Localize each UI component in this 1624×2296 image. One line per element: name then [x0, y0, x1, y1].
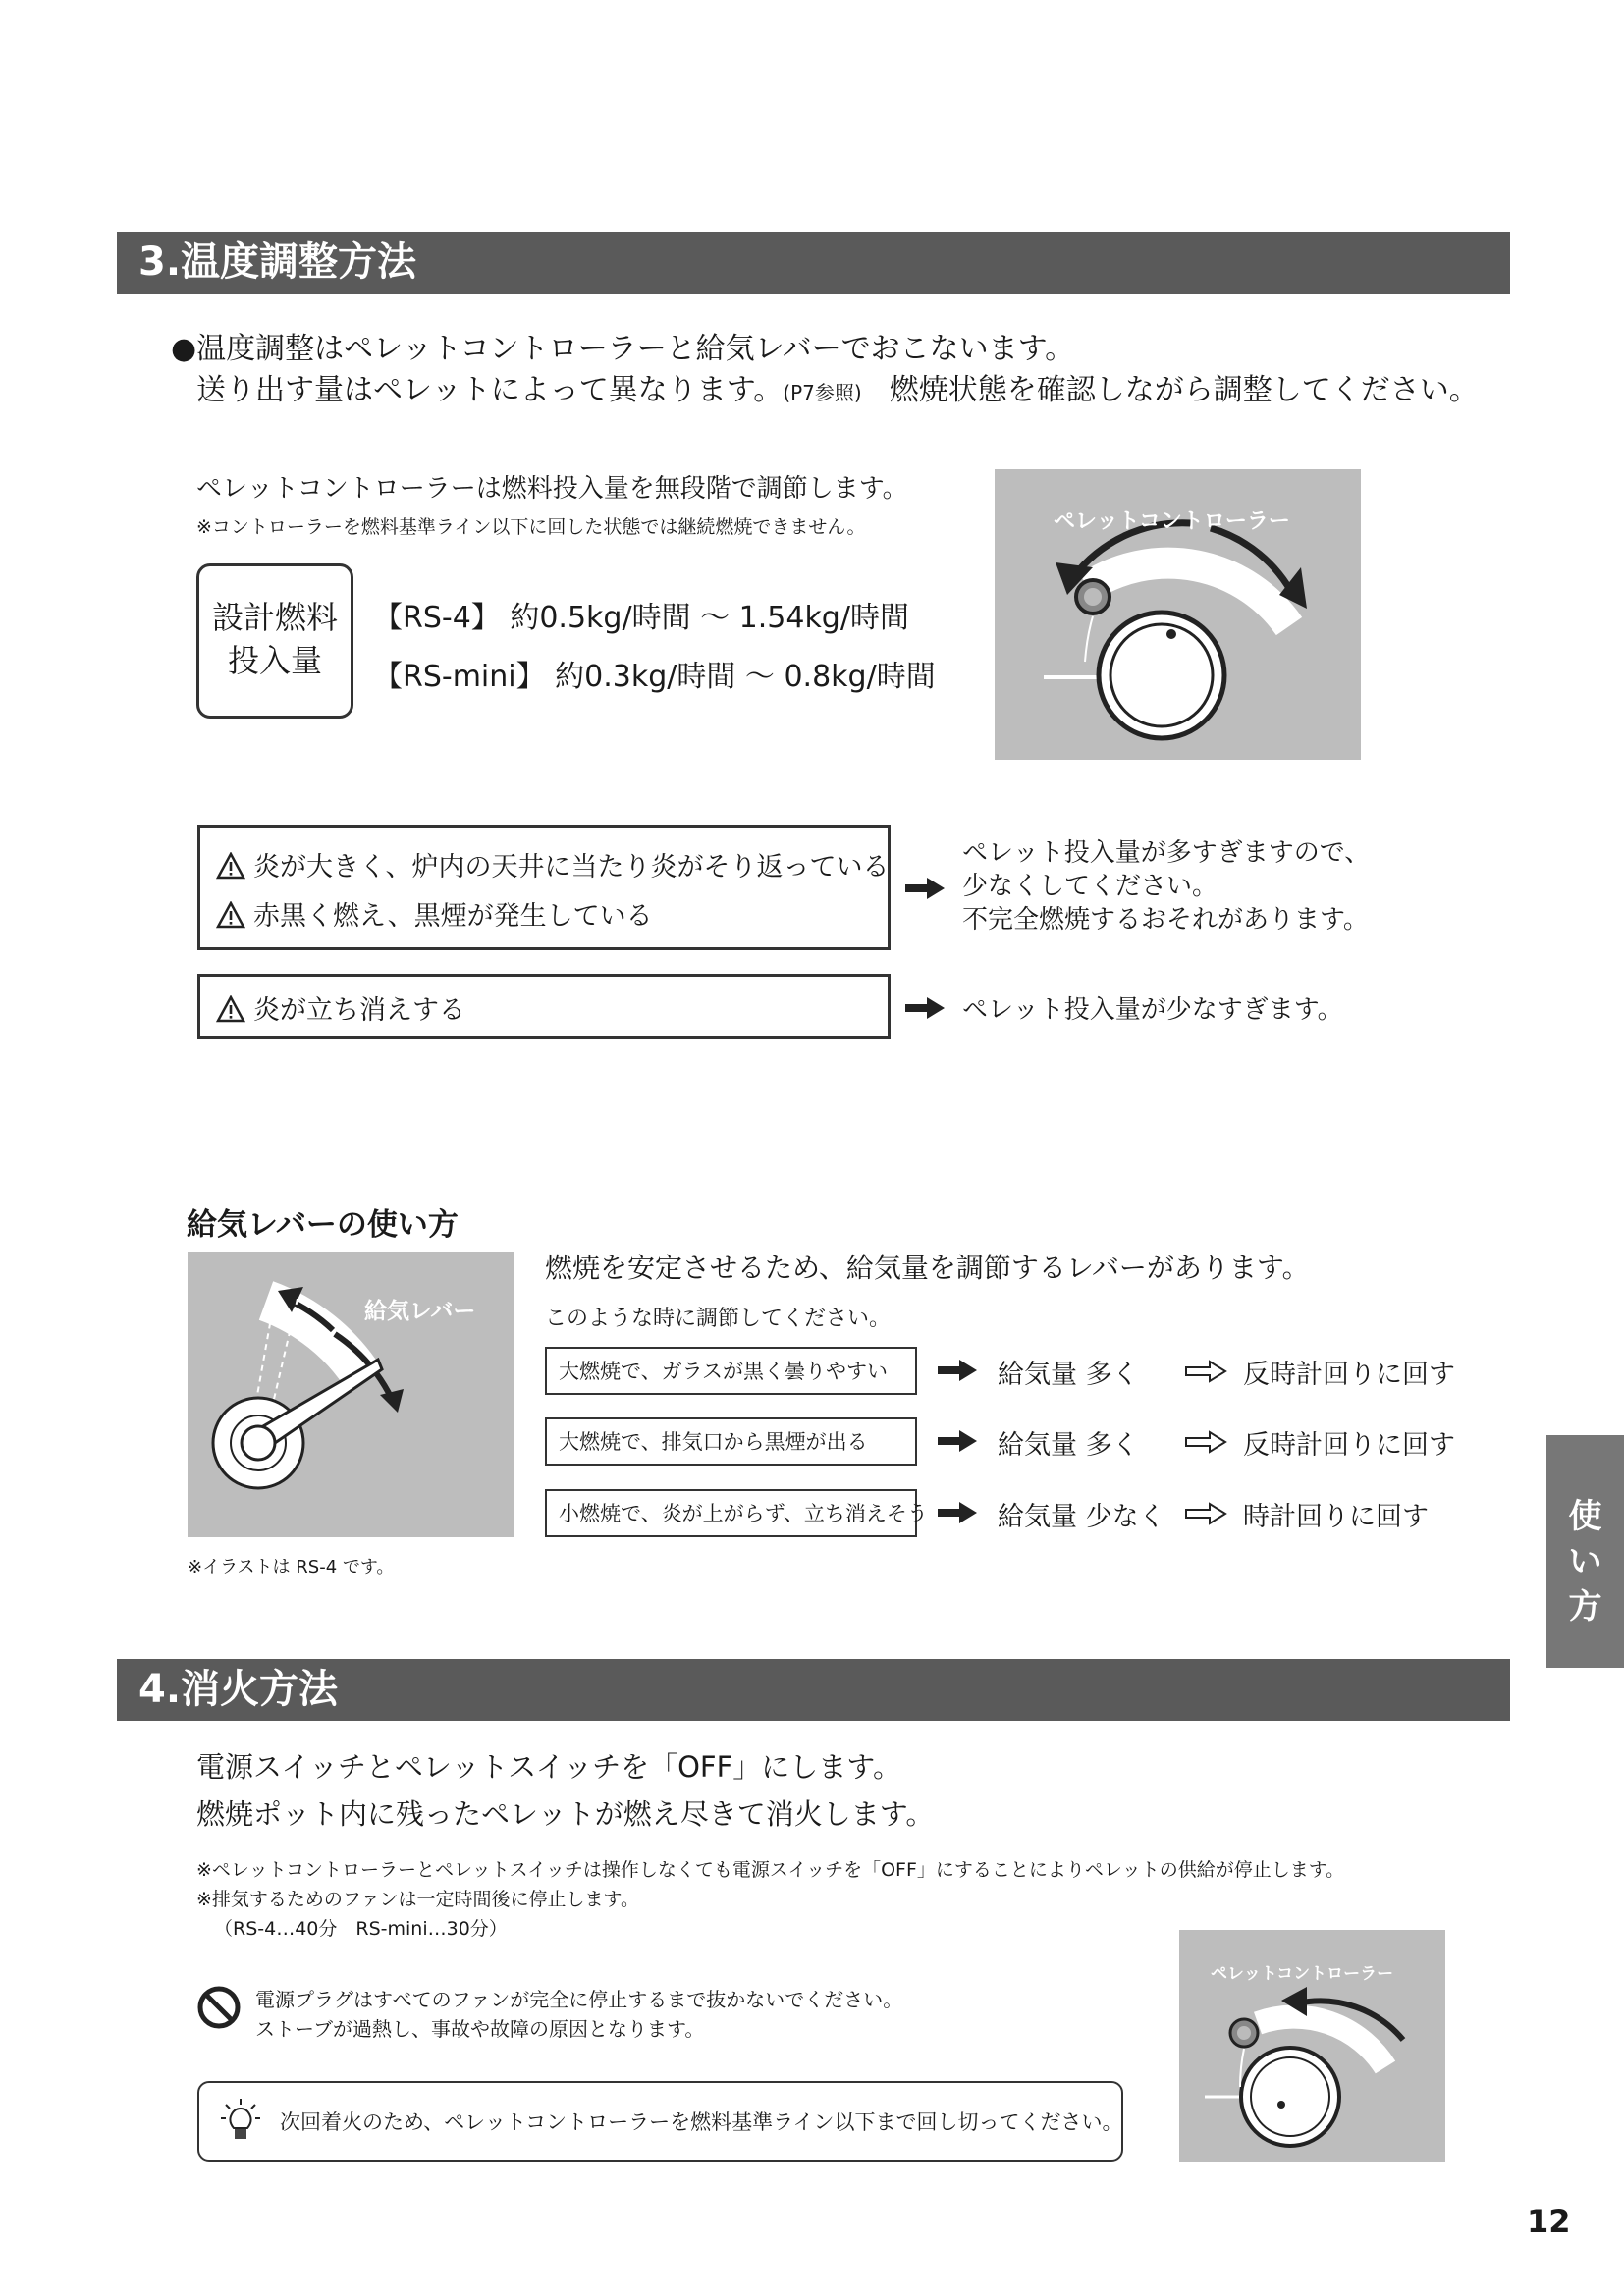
fuel-box-line1: 設計燃料	[211, 599, 338, 636]
hollow-arrow-icon	[1184, 1430, 1227, 1454]
lightbulb-icon	[221, 2097, 260, 2146]
warning-1-result	[962, 836, 1370, 936]
warning-triangle-icon	[216, 995, 245, 1023]
lever-description: 燃焼を安定させるため、給気量を調節するレバーがあります。	[545, 1252, 1310, 1284]
controller-illustration-label: ペレットコントローラー	[1054, 509, 1290, 534]
controller-illustration	[995, 469, 1361, 760]
controller-illustration-2	[1179, 1930, 1445, 2162]
warning-2-result: ペレット投入量が少なすぎます。	[962, 995, 1343, 1025]
lever-row-3-condition: 小燃焼で、炎が上がらず、立ち消えそう	[545, 1489, 917, 1537]
side-tab-char-2: い	[1568, 1542, 1602, 1581]
warning-1-text2: 赤黒く燃え、黒煙が発生している	[253, 901, 653, 932]
prohibit-line-2: ストーブが過熱し、事故や故障の原因となります。	[255, 2017, 705, 2041]
lever-row-1-condition: 大燃焼で、ガラスが黒く曇りやすい	[545, 1347, 917, 1395]
fuel-box-line2: 投入量	[227, 642, 322, 679]
warning-1-line2	[216, 894, 653, 933]
tip-text: 次回着火のため、ペレットコントローラーを燃料基準ライン以下まで回し切ってください。	[280, 2110, 1123, 2134]
section-4-note3: （RS-4…40分 RS-mini…30分）	[214, 1918, 508, 1940]
section-4-title: 4.消火方法	[117, 1659, 1510, 1721]
warning-1-result-1: ペレット投入量が多すぎますので、	[962, 838, 1371, 868]
warning-box-2	[197, 974, 891, 1039]
right-arrow-icon	[938, 1360, 977, 1381]
fuel-rsmini: 【RS-mini】 約0.3kg/時間 〜 0.8kg/時間	[373, 660, 936, 694]
page-number: 12	[1527, 2203, 1571, 2240]
lever-row-3-action: 時計回りに回す	[1243, 1502, 1429, 1532]
hollow-arrow-icon	[1184, 1360, 1227, 1383]
controller-note: ※コントローラーを燃料基準ライン以下に回した状態では継続燃焼できません。	[196, 516, 866, 538]
right-arrow-icon	[938, 1430, 977, 1452]
side-tab-char-1: 使	[1568, 1497, 1602, 1536]
lever-row-2-condition: 大燃焼で、排気口から黒煙が出る	[545, 1417, 917, 1466]
lever-row-1-amount: 給気量 多く	[998, 1360, 1139, 1390]
right-arrow-icon	[905, 878, 945, 899]
intro-line-2b: 燃焼状態を確認しながら調整してください。	[889, 373, 1479, 407]
lever-illustration-note: ※イラストは RS-4 です。	[188, 1557, 395, 1577]
side-tab	[1546, 1435, 1624, 1668]
warning-1-text1: 炎が大きく、炉内の天井に当たり炎がそり返っている	[253, 852, 890, 882]
section-3-title: 3.温度調整方法	[117, 232, 1510, 294]
section-4-note1: ※ペレットコントローラーとペレットスイッチは操作しなくても電源スイッチを「OFF」にすることによりペレットの供給が停止します。	[196, 1859, 1345, 1881]
prohibit-text	[255, 1985, 902, 2044]
fuel-rs4: 【RS-4】 約0.5kg/時間 〜 1.54kg/時間	[373, 601, 909, 635]
lever-row-2-amount: 給気量 多く	[998, 1430, 1139, 1461]
prohibited-icon	[196, 1985, 242, 2030]
right-arrow-icon	[905, 997, 945, 1019]
right-arrow-icon	[938, 1502, 977, 1523]
warning-2-text: 炎が立ち消えする	[253, 995, 465, 1026]
warning-2-line1	[216, 988, 465, 1027]
side-tab-char-3: 方	[1568, 1587, 1602, 1627]
hollow-arrow-icon	[1184, 1502, 1227, 1525]
lever-row-2-action: 反時計回りに回す	[1243, 1430, 1455, 1461]
section-4-note2: ※排気するためのファンは一定時間後に停止します。	[196, 1889, 640, 1910]
fuel-box	[196, 563, 353, 719]
intro-line-1: ●温度調整はペレットコントローラーと給気レバーでおこないます。	[171, 332, 1075, 366]
prohibit-line-1: 電源プラグはすべてのファンが完全に停止するまで抜かないでください。	[255, 1988, 903, 2011]
warning-1-line1	[216, 845, 889, 883]
intro-ref: (P7参照)	[783, 381, 862, 404]
controller-illustration-2-label: ペレットコントローラー	[1211, 1964, 1394, 1984]
lever-row-1-action: 反時計回りに回す	[1243, 1360, 1455, 1390]
warning-triangle-icon	[216, 852, 245, 880]
warning-box-1	[197, 825, 891, 950]
lever-illustration-label: 給気レバー	[364, 1299, 476, 1324]
section-4-line2: 燃焼ポット内に残ったペレットが燃え尽きて消火します。	[196, 1797, 935, 1831]
controller-heading: ペレットコントローラーは燃料投入量を無段階で調節します。	[196, 474, 908, 504]
lever-illustration	[188, 1252, 514, 1537]
lever-row-3-amount: 給気量 少なく	[998, 1502, 1165, 1532]
lever-when: このような時に調節してください。	[545, 1307, 892, 1331]
section-4-line1: 電源スイッチとペレットスイッチを「OFF」にします。	[196, 1750, 901, 1784]
lever-heading: 給気レバーの使い方	[187, 1207, 459, 1243]
intro-line-2	[196, 365, 1479, 408]
warning-triangle-icon	[216, 901, 245, 929]
intro-line-2a: 送り出す量はペレットによって異なります。	[196, 373, 784, 407]
warning-1-result-3: 不完全燃焼するおそれがあります。	[962, 905, 1369, 934]
warning-1-result-2: 少なくしてください。	[962, 872, 1218, 901]
tip-box	[197, 2081, 1123, 2162]
